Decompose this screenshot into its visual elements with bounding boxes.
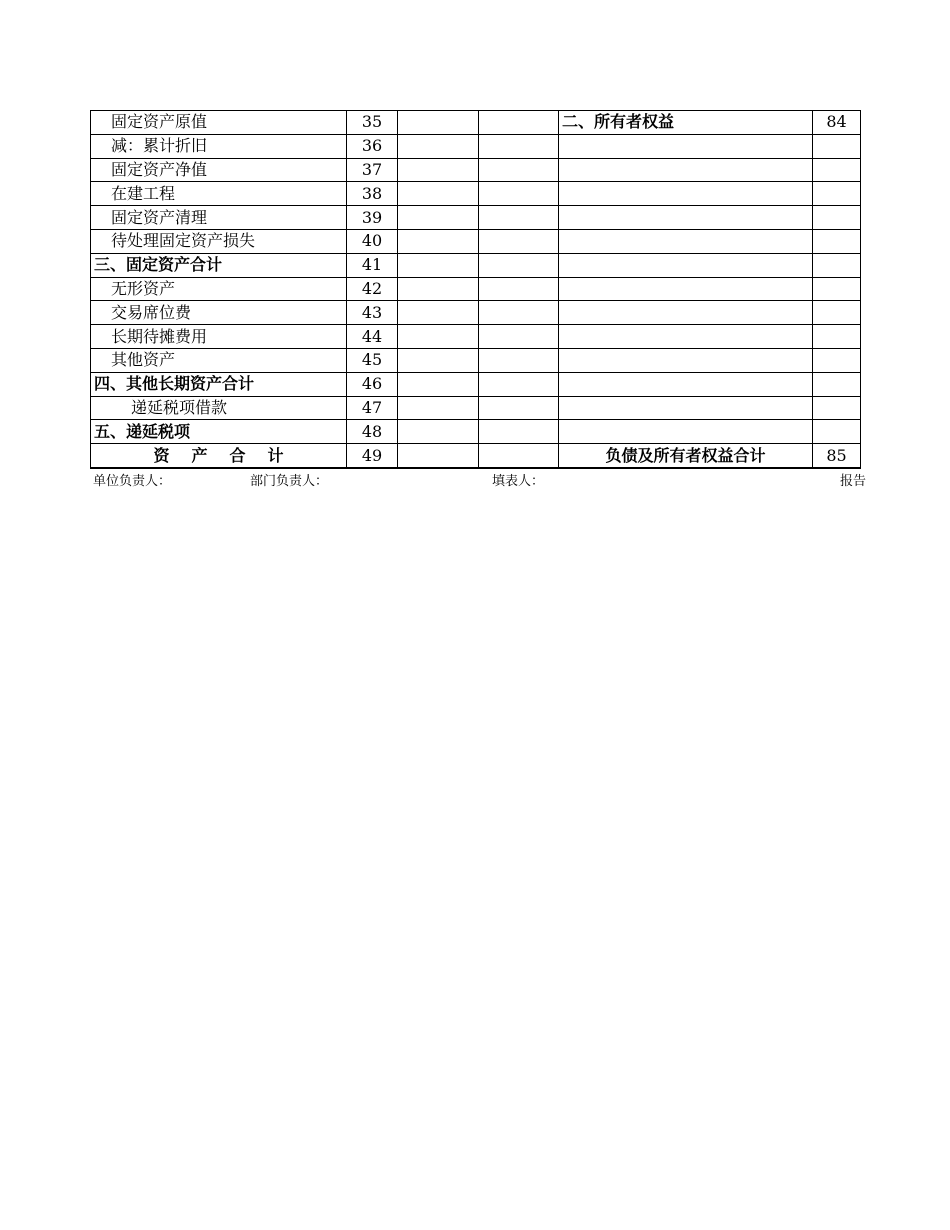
report-label-cut: 报告 — [840, 474, 867, 489]
equity-line-number — [813, 277, 861, 301]
asset-end-value-cell — [479, 396, 559, 420]
balance-sheet — [90, 110, 860, 469]
asset-end-value-cell — [479, 134, 559, 158]
equity-item-label — [559, 206, 813, 230]
asset-line-number: 48 — [347, 420, 398, 444]
table-row — [91, 229, 861, 253]
total-assets-label: 资产合计 — [91, 444, 347, 468]
equity-item-label — [559, 134, 813, 158]
asset-begin-value-cell — [398, 277, 479, 301]
asset-end-value-cell — [479, 182, 559, 206]
asset-end-value-cell — [479, 372, 559, 396]
asset-begin-value-cell — [398, 396, 479, 420]
equity-item-label — [559, 396, 813, 420]
asset-begin-value-cell — [398, 229, 479, 253]
table-row — [91, 182, 861, 206]
asset-item-label: 长期待摊费用 — [91, 325, 347, 349]
equity-item-label — [559, 301, 813, 325]
table-row — [91, 372, 861, 396]
asset-line-number: 42 — [347, 277, 398, 301]
table-row — [91, 325, 861, 349]
asset-item-label: 递延税项借款 — [91, 396, 347, 420]
asset-end-value-cell — [479, 158, 559, 182]
equity-item-label — [559, 158, 813, 182]
equity-item-label — [559, 277, 813, 301]
equity-item-label: 二、所有者权益 — [559, 111, 813, 135]
table-row — [91, 111, 861, 135]
asset-line-number: 39 — [347, 206, 398, 230]
asset-end-value-cell — [479, 253, 559, 277]
equity-item-label — [559, 253, 813, 277]
asset-begin-value-cell — [398, 134, 479, 158]
equity-line-number — [813, 325, 861, 349]
equity-item-label — [559, 372, 813, 396]
asset-line-number: 44 — [347, 325, 398, 349]
equity-line-number — [813, 348, 861, 372]
equity-line-number — [813, 301, 861, 325]
signature-footer — [90, 470, 867, 489]
total-liabilities-equity-label: 负债及所有者权益合计 — [559, 444, 813, 468]
table-row — [91, 277, 861, 301]
table-row — [91, 253, 861, 277]
equity-line-number: 84 — [813, 111, 861, 135]
asset-end-value-cell — [479, 420, 559, 444]
asset-begin-value-cell — [398, 372, 479, 396]
equity-item-label — [559, 229, 813, 253]
asset-begin-value-cell — [398, 420, 479, 444]
asset-begin-value-cell — [398, 158, 479, 182]
asset-end-value-cell — [479, 111, 559, 135]
asset-begin-value-cell — [398, 253, 479, 277]
asset-end-value-cell — [479, 277, 559, 301]
table-row — [91, 134, 861, 158]
equity-line-number — [813, 206, 861, 230]
asset-line-number: 47 — [347, 396, 398, 420]
asset-item-label: 固定资产原值 — [91, 111, 347, 135]
table-row — [91, 396, 861, 420]
asset-end-value-cell — [479, 348, 559, 372]
asset-line-number: 37 — [347, 158, 398, 182]
preparer-label: 填表人： — [492, 474, 545, 489]
asset-item-label: 固定资产净值 — [91, 158, 347, 182]
asset-line-number: 40 — [347, 229, 398, 253]
asset-line-number: 46 — [347, 372, 398, 396]
table-row — [91, 206, 861, 230]
table-row — [91, 444, 861, 468]
table-row — [91, 158, 861, 182]
asset-end-value-cell — [479, 325, 559, 349]
equity-line-number — [813, 229, 861, 253]
table-row — [91, 420, 861, 444]
asset-item-label: 在建工程 — [91, 182, 347, 206]
asset-end-value-cell — [479, 206, 559, 230]
equity-line-number — [813, 372, 861, 396]
asset-item-label: 固定资产清理 — [91, 206, 347, 230]
asset-subtotal-label: 三、固定资产合计 — [91, 253, 347, 277]
equity-item-label — [559, 420, 813, 444]
balance-sheet-table — [90, 110, 861, 469]
asset-begin-value-cell — [398, 348, 479, 372]
asset-item-label: 其他资产 — [91, 348, 347, 372]
asset-begin-value-cell — [398, 111, 479, 135]
equity-line-number — [813, 396, 861, 420]
asset-line-number: 36 — [347, 134, 398, 158]
equity-item-label — [559, 325, 813, 349]
asset-line-number: 49 — [347, 444, 398, 468]
asset-item-label: 无形资产 — [91, 277, 347, 301]
asset-line-number: 35 — [347, 111, 398, 135]
dept-head-label: 部门负责人： — [250, 474, 329, 489]
table-row — [91, 348, 861, 372]
equity-line-number — [813, 158, 861, 182]
asset-line-number: 45 — [347, 348, 398, 372]
asset-subtotal-label: 五、递延税项 — [91, 420, 347, 444]
asset-end-value-cell — [479, 301, 559, 325]
asset-begin-value-cell — [398, 206, 479, 230]
asset-begin-value-cell — [398, 444, 479, 468]
asset-line-number: 43 — [347, 301, 398, 325]
equity-line-number — [813, 420, 861, 444]
asset-line-number: 41 — [347, 253, 398, 277]
table-row — [91, 301, 861, 325]
equity-line-number — [813, 253, 861, 277]
asset-begin-value-cell — [398, 301, 479, 325]
unit-head-label: 单位负责人： — [93, 474, 172, 489]
asset-end-value-cell — [479, 444, 559, 468]
asset-begin-value-cell — [398, 325, 479, 349]
equity-line-number — [813, 134, 861, 158]
asset-line-number: 38 — [347, 182, 398, 206]
equity-item-label — [559, 348, 813, 372]
asset-begin-value-cell — [398, 182, 479, 206]
equity-line-number: 85 — [813, 444, 861, 468]
asset-end-value-cell — [479, 229, 559, 253]
asset-item-label: 减：累计折旧 — [91, 134, 347, 158]
equity-item-label — [559, 182, 813, 206]
asset-item-label: 交易席位费 — [91, 301, 347, 325]
asset-subtotal-label: 四、其他长期资产合计 — [91, 372, 347, 396]
asset-item-label: 待处理固定资产损失 — [91, 229, 347, 253]
equity-line-number — [813, 182, 861, 206]
